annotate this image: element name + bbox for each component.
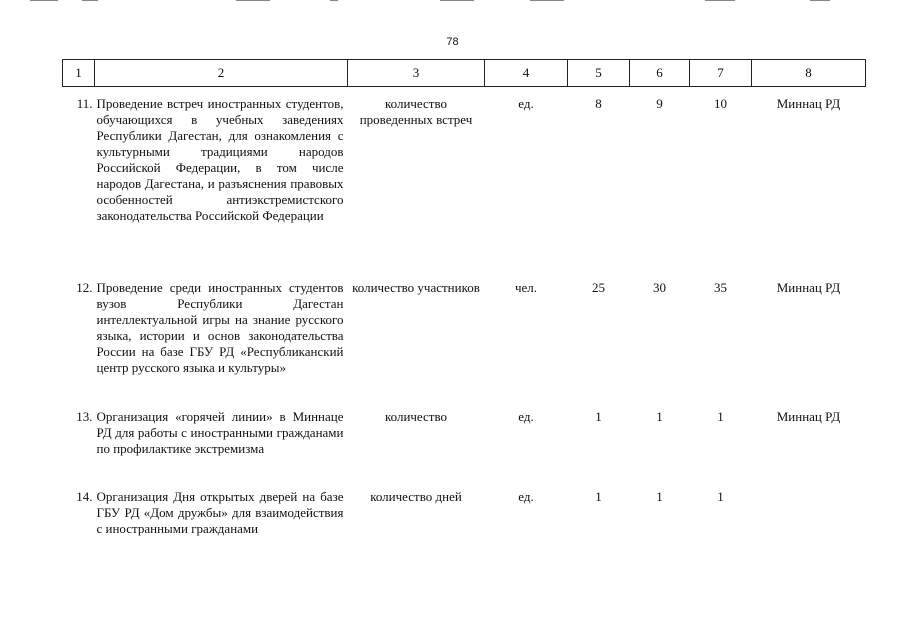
- column-header-1: 1: [63, 60, 95, 87]
- executor: Миннац РД: [776, 96, 841, 111]
- unit: ед.: [518, 409, 534, 424]
- column-header-4: 4: [485, 60, 568, 87]
- row-number: 12.: [76, 280, 93, 295]
- table-row: [63, 399, 866, 479]
- scan-mark: [82, 0, 98, 1]
- scan-mark: [530, 0, 564, 1]
- column-header-5: 5: [568, 60, 630, 87]
- value-col5: 25: [592, 280, 605, 295]
- header-row: [63, 60, 866, 87]
- table-row: [63, 479, 866, 555]
- column-header-6: 6: [630, 60, 690, 87]
- scan-mark: [236, 0, 270, 1]
- row-number: 13.: [76, 409, 93, 424]
- measure-name: Проведение среди иностранных студентов вузов Республики Дагестан интеллектуальной игры на знание русского языка, истории и основ законодательства России на базе ГБУ РД «Республиканский центр русского языка и культуры»: [96, 280, 344, 375]
- value-col6: 9: [656, 96, 663, 111]
- measure-name: Организация «горячей линии» в Миннаце РД для работы с иностранными гражданами по профилактике экстремизма: [96, 409, 344, 456]
- scan-mark: [810, 0, 830, 1]
- page-number: 78: [446, 36, 459, 48]
- value-col6: 30: [653, 280, 666, 295]
- executor: [752, 479, 866, 555]
- indicator: количество проведенных встреч: [359, 96, 473, 127]
- value-col6: 1: [656, 409, 663, 424]
- unit: чел.: [514, 280, 538, 295]
- value-col5: 1: [595, 489, 602, 504]
- scan-mark: [30, 0, 58, 1]
- measure-name: Проведение встреч иностранных студентов, обучающихся в учебных заведениях Республики Дагестан, для ознакомления с культурными традициями народов Российской Федерации, в том числе народов Дагестана, и разъяснения правовых особенностей антиэкстремистского законодательства Российской Федерации: [96, 96, 344, 223]
- value-col6: 1: [656, 489, 663, 504]
- row-number: 11.: [76, 96, 93, 111]
- value-col7: 1: [717, 489, 724, 504]
- measures-table-wrapper: [62, 59, 865, 555]
- column-header-2: 2: [95, 60, 348, 87]
- value-col7: 35: [714, 280, 727, 295]
- measure-name: Организация Дня открытых дверей на базе ГБУ РД «Дом дружбы» для взаимодействия с иностранными гражданами: [96, 489, 344, 536]
- indicator: количество дней: [370, 489, 462, 504]
- scan-mark: [705, 0, 735, 1]
- table-row: [63, 268, 866, 399]
- executor: Миннац РД: [776, 409, 841, 424]
- value-col5: 8: [595, 96, 602, 111]
- table-row: [63, 87, 866, 269]
- scan-mark: [330, 0, 338, 1]
- column-header-3: 3: [348, 60, 485, 87]
- measures-table: [62, 59, 866, 555]
- scan-mark: [440, 0, 474, 1]
- unit: ед.: [518, 96, 534, 111]
- row-number: 14.: [76, 489, 93, 504]
- indicator: количество: [384, 409, 448, 424]
- value-col5: 1: [595, 409, 602, 424]
- column-header-7: 7: [690, 60, 752, 87]
- unit: ед.: [518, 489, 534, 504]
- value-col7: 10: [714, 96, 727, 111]
- value-col7: 1: [717, 409, 724, 424]
- executor: Миннац РД: [776, 280, 841, 295]
- indicator: количество участников: [352, 280, 480, 295]
- column-header-8: 8: [752, 60, 866, 87]
